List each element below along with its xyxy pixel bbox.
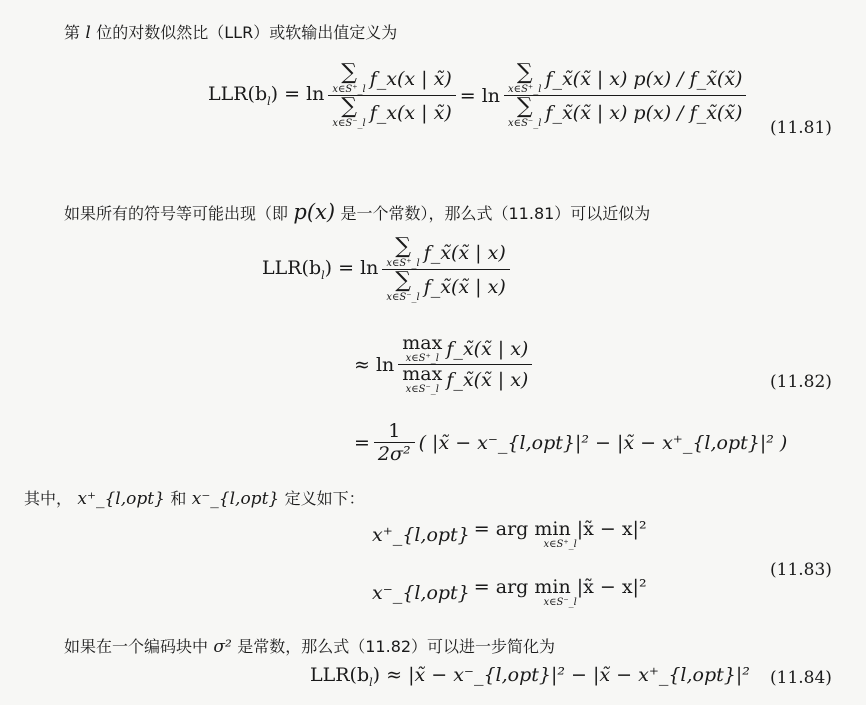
eq82-fraction-3 bbox=[374, 420, 415, 465]
para3-and: 和 bbox=[170, 489, 187, 508]
equation-number-11-81: (11.81) bbox=[770, 118, 832, 138]
sum-symbol: ∑ x∈S⁻_l bbox=[386, 268, 420, 304]
eq84-lhs: $LLR(b_l)$ ≈ bbox=[310, 664, 403, 689]
eq82-approx-ln: ≈ ln bbox=[354, 353, 395, 376]
max-operator: max x∈S⁻_l bbox=[402, 363, 443, 396]
eq81-lhs: $LLR(b_l) = \ln$ bbox=[208, 83, 325, 109]
equation-11-81 bbox=[208, 62, 746, 129]
eq82-fraction-2 bbox=[398, 334, 532, 395]
eq81-equals-ln: = ln bbox=[459, 84, 501, 107]
eq82-line1-numerator: f_x̃(x̃ | x) bbox=[423, 241, 506, 264]
eq82-line1-denominator: f_x̃(x̃ | x) bbox=[423, 275, 506, 298]
para3-var1: x⁺_{l,opt} bbox=[77, 489, 165, 509]
equation-11-82-line-3 bbox=[354, 420, 787, 465]
eq82-equals: = bbox=[354, 431, 370, 454]
eq82-lhs: $LLR(b_l) = \ln$ bbox=[262, 257, 379, 283]
paragraph-llr-definition bbox=[64, 20, 397, 43]
eq83-line1-lhs: x⁺_{l,opt} bbox=[372, 524, 470, 546]
eq82-two-sigma: 2σ² bbox=[377, 443, 411, 466]
para2-text1: 如果所有的符号等可能出现（即 bbox=[64, 204, 289, 223]
para1-prefix: 第 bbox=[64, 23, 81, 42]
eq83-line1-rhs: = arg min |x̃ − x|² x∈S⁺_l bbox=[473, 518, 647, 550]
equation-11-83-line-1 bbox=[372, 520, 647, 550]
eq81-frac2-numerator: f_x̃(x̃ | x) p(x) / f_x̃(x̃) bbox=[545, 67, 743, 90]
paragraph-equiprobable bbox=[64, 200, 650, 224]
eq82-line2-numerator: f_x̃(x̃ | x) bbox=[446, 338, 529, 360]
equation-11-84 bbox=[310, 664, 750, 689]
eq83-line2-rhs: = arg min |x̃ − x|² x∈S⁻_l bbox=[473, 576, 647, 608]
eq82-one: 1 bbox=[388, 420, 401, 442]
para3-var2: x⁻_{l,opt} bbox=[191, 489, 280, 509]
equation-number-11-82: (11.82) bbox=[770, 372, 832, 392]
eq81-frac1-numerator: f_x(x | x̃) bbox=[369, 67, 452, 90]
sum-symbol: ∑ x∈S⁺_l bbox=[508, 60, 542, 95]
para4-text1: 如果在一个编码块中 bbox=[64, 637, 209, 656]
paragraph-sigma-constant bbox=[64, 634, 555, 657]
eq81-frac1-denominator: f_x(x | x̃) bbox=[369, 101, 452, 124]
paragraph-where bbox=[24, 486, 365, 509]
para3-text: 其中， bbox=[24, 489, 73, 508]
sum-symbol: ∑ x∈S⁻_l bbox=[508, 94, 542, 130]
eq83-line2-lhs: x⁻_{l,opt} bbox=[372, 582, 470, 604]
sum-symbol: ∑ x∈S⁺_l bbox=[386, 234, 420, 269]
eq82-fraction-1 bbox=[382, 236, 509, 303]
para4-text2: 是常数，那么式（11.82）可以进一步简化为 bbox=[237, 637, 556, 656]
eq81-fraction-2 bbox=[504, 62, 746, 129]
para1-var: l bbox=[85, 23, 91, 43]
para3-tail: 定义如下： bbox=[284, 489, 365, 508]
eq84-rhs: |x̃ − x⁻_{l,opt}|² − |x̃ − x⁺_{l,opt}|² bbox=[408, 664, 750, 686]
eq82-line3-body: ( |x̃ − x⁻_{l,opt}|² − |x̃ − x⁺_{l,opt}|² ) bbox=[418, 431, 788, 454]
equation-number-11-84: (11.84) bbox=[770, 668, 832, 688]
eq81-frac2-denominator: f_x̃(x̃ | x) p(x) / f_x̃(x̃) bbox=[545, 101, 743, 124]
equation-11-83-line-2 bbox=[372, 578, 647, 608]
para2-text2: 是一个常数），那么式（11.81）可以近似为 bbox=[340, 204, 651, 223]
para1-suffix: 位的对数似然比（LLR）或软输出值定义为 bbox=[96, 23, 398, 42]
equation-number-11-83: (11.83) bbox=[770, 560, 832, 580]
equation-11-82-line-1 bbox=[262, 236, 510, 303]
eq81-fraction-1 bbox=[328, 62, 455, 129]
sum-symbol: ∑ x∈S⁻_l bbox=[332, 94, 366, 130]
equation-11-82-line-2 bbox=[354, 334, 532, 395]
para2-math: p(x) bbox=[293, 200, 336, 224]
sum-symbol: ∑ x∈S⁺_l bbox=[332, 60, 366, 95]
para4-math: σ² bbox=[213, 637, 232, 657]
max-operator: max x∈S⁺_l bbox=[402, 332, 443, 364]
eq82-line2-denominator: f_x̃(x̃ | x) bbox=[446, 369, 529, 392]
